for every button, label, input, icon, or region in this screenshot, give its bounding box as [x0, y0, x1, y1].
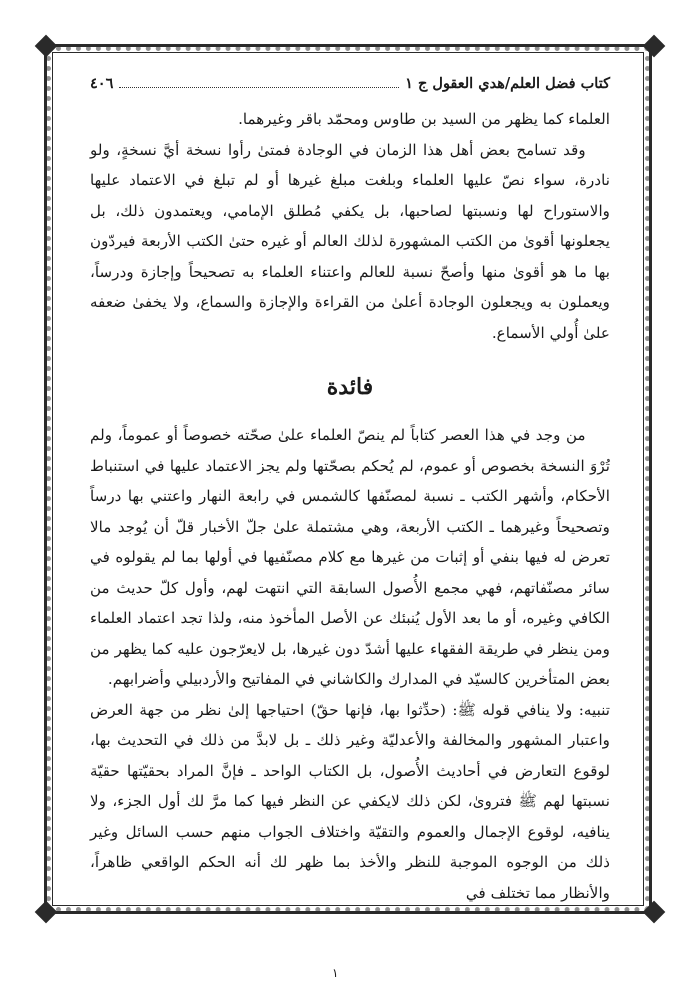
running-header: [90, 70, 610, 98]
header-leader-dots: [119, 71, 399, 88]
page-number: ٤٠٦: [90, 75, 114, 92]
paragraph-main: من وجد في هذا العصر كتاباً لم ينصّ العلماء علىٰ صحّته خصوصاً أو عموماً، ولم تُرْوَ النسخة بخصوص أو عموم، لم يُحكم بصحّتها ولم يجز الاعتماد عليها في استنباط الأحكام، وأشهر الكتب ـ نسبة لمصنّفها كالشمس في رابعة النهار واعتني بها درساً وتصحيحاً وغيرهما ـ الكتب الأربعة، وهي مشتملة علىٰ جلّ الأخبار قلّ أن يُوجد مالا تعرض له فيها بنفي أو إثبات من غيرها مع كلام مصنّفيها في أولها بما لم يقولوه في سائر مصنّفاتهم، فهي مجمع الأُصول السابقة التي انتهت لهم، وأول كلّ حديث من الكافي وغيره، أو ما بعد الأول يُنبئك عن الأصل المأخوذ منه، ولذا تجد اعتماد العلماء ومن ينظر في طريقة الفقهاء عليها أشدّ دون غيرها، بل لايعرّجون عليه كما يظهر من بعض المتأخرين كالسيّد في المدارك والكاشاني في المفاتيح والأردبيلي وأضرابهم.: [90, 426, 610, 688]
paragraph-wijada: وقد تسامح بعض أهل هذا الزمان في الوجادة فمتىٰ رأوا نسخة أيَّ نسخةٍ، ولو نادرة، سواء نصّ عليها العلماء وبلغت مبلغ غيرها أو لم تبلغ في الاعتماد عليها والاستوراح لها ونسبتها لصاحبها، بل يكفي مُطلق الإمامي، ويعتمدون ذلك، بل يجعلونها أقوىٰ من الكتب المشهورة لذلك العالم أو غيره حتىٰ الكتب الأربعة فيردّون بها ما هو أقوىٰ منها وأصحّ نسبة للعالم واعتناء العلماء به تصحيحاً وإجازة ودرساً، ويعملون به ويجعلون الوجادة أعلىٰ من القراءة والإجازة والسماع، ولا يخفىٰ ضعفه علىٰ أُولي الأسماع.: [90, 140, 610, 342]
footer-mark: ١: [332, 966, 339, 980]
paragraph-note: تنبيه: ولا ينافي قوله ﷺ: (حدِّثوا بها، فإنها حقّ) احتياجها إلىٰ نظر من جهة العرض واعتبار المشهور والمخالفة والأعدليّة وغير ذلك ـ بل لابدَّ من ذلك في التحديث بها، لوقوع التعارض في أحاديث الأُصول، بل الكتاب الواحد ـ فإنَّ المراد بحقيّتها حقيّة نسبتها لهم ﷺ فتروىٰ، لكن ذلك لايكفي عن النظر فيها كما مرَّ لك أول الجزء، ولا ينافيه، لوقوع الإجمال والعموم والتقيّة واختلاف الجواب منهم حسب السائل وغير ذلك من الوجوه الموجبة للنظر والأخذ بما ظهر لك أنه الحكم الواقعي ظاهراً، والأنظار مما تختلف في: [90, 700, 610, 902]
header-title: كتاب فضل العلم/هدي العقول ج ١: [405, 75, 610, 92]
section-heading: فائدة: [326, 374, 374, 400]
paragraph-continuation: العلماء كما يظهر من السيد بن طاوس ومحمّد باقر وغيرهما.: [238, 110, 610, 128]
page-body: [90, 70, 610, 900]
